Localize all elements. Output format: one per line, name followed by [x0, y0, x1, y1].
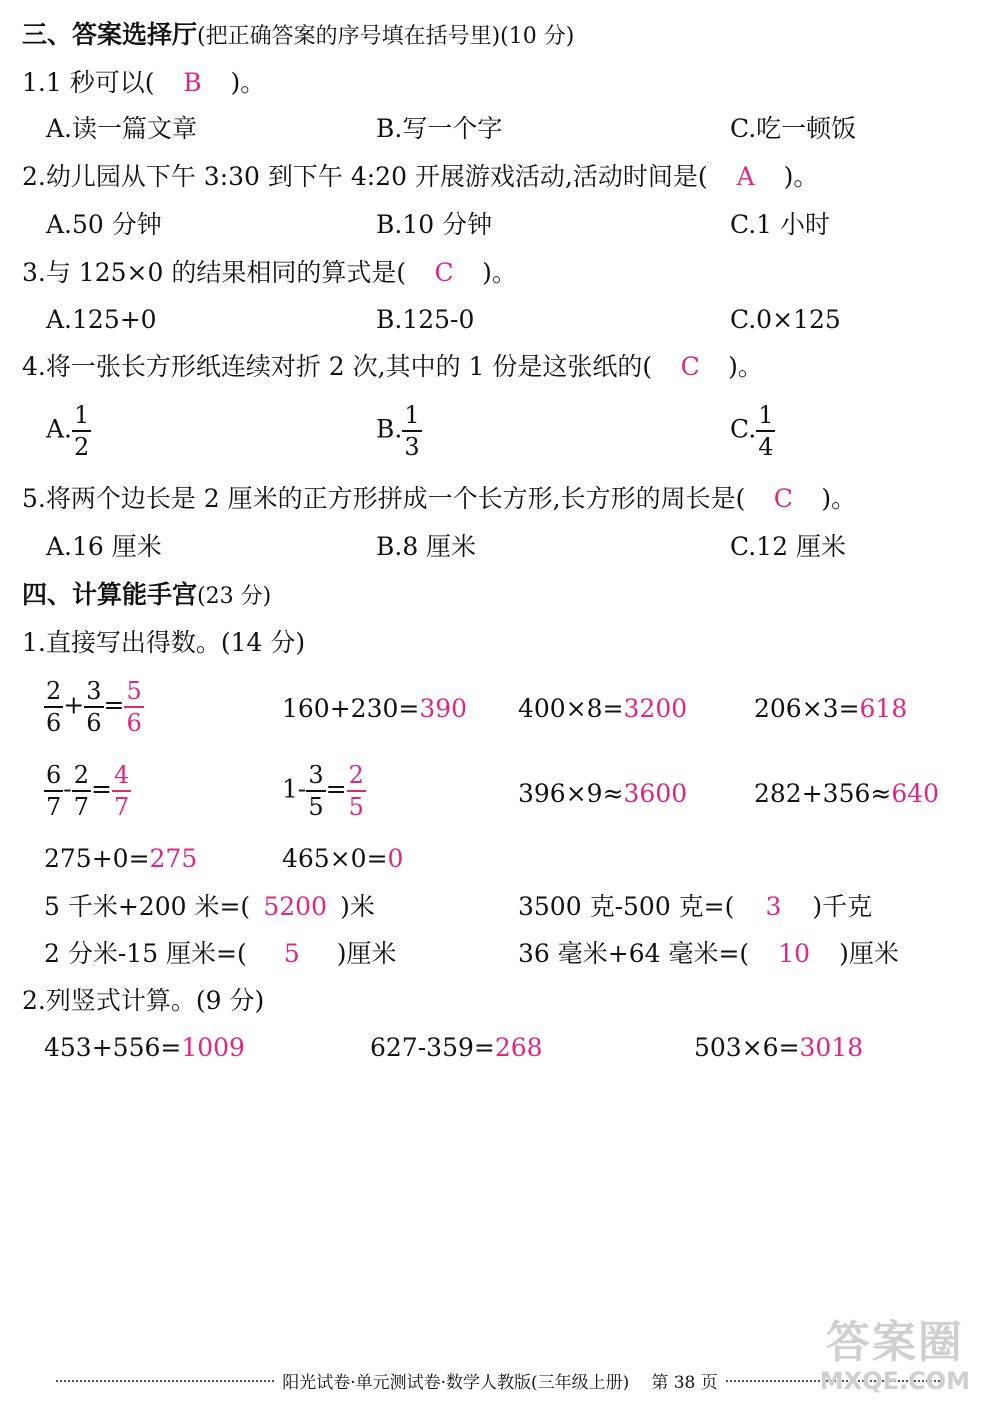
unit-conversion-2: 3500 克-500 克=( 3 )千克 — [518, 890, 872, 924]
page-number: 第 38 页 — [651, 1373, 718, 1393]
question-3-end: )。 — [482, 258, 517, 287]
question-5-end: )。 — [821, 484, 857, 513]
calc-e3: 206×3=618 — [754, 694, 908, 723]
question-5 — [22, 482, 856, 516]
vertical-calc-3: 503×6=3018 — [694, 1033, 864, 1062]
calc-fraction-1: $\frac{2}{6}$ + $\frac{3}{6}$ = $\frac{5}{6}$ — [46, 677, 142, 737]
calc-e3-answer: 618 — [859, 694, 908, 723]
calc-fraction-1-answer: $\frac{5}{6}$ — [126, 677, 142, 737]
section3-note: (把正确答案的序号填在括号里)(10 分) — [197, 24, 575, 49]
question-2 — [22, 160, 818, 194]
section4-note: (23 分) — [197, 584, 272, 609]
page-footer — [48, 1368, 952, 1393]
question-5-answer: C — [773, 484, 793, 513]
question-2-end: )。 — [783, 162, 819, 191]
question-3-answer: C — [434, 258, 454, 287]
calc-fraction-2-answer: $\frac{4}{7}$ — [113, 761, 130, 821]
watermark-title: 答案圈 — [825, 1317, 964, 1368]
question-3-text: 3.与 125×0 的结果相同的算式是( — [22, 258, 407, 287]
calc-e4: 396×9≈3600 — [518, 779, 688, 808]
calc-fraction-3-answer: $\frac{2}{5}$ — [348, 761, 364, 821]
calc-e4-answer: 3600 — [623, 779, 688, 808]
q4-option-a-fraction: $\frac{1}{2}$ — [74, 401, 90, 461]
q4-option-c-label: C. — [730, 414, 757, 444]
calc-e6-answer: 275 — [149, 844, 198, 873]
question-1 — [22, 66, 265, 100]
calc-e1-answer: 390 — [419, 694, 468, 723]
calc-fraction-2: $\frac{6}{7}$ - $\frac{2}{7}$ = $\frac{4}{7}$ — [46, 761, 130, 821]
calc-e7: 465×0=0 — [282, 844, 404, 873]
watermark-url: MXQE.COM — [819, 1367, 970, 1395]
section4-title: 四、计算能手宫 — [22, 580, 198, 609]
q5-option-b: B.8 厘米 — [376, 532, 477, 561]
calc-e5: 282+356≈640 — [754, 779, 940, 808]
part1-title: 1.直接写出得数。(14 分) — [22, 628, 306, 657]
question-4-answer: C — [680, 352, 700, 381]
unit-conversion-3-answer: 5 — [283, 939, 300, 968]
watermark-logo — [820, 1318, 970, 1394]
question-2-text: 2.幼儿园从下午 3:30 到下午 4:20 开展游戏活动,活动时间是( — [22, 162, 708, 191]
calc-e6: 275+0=275 — [44, 844, 198, 873]
unit-conversion-4: 36 毫米+64 毫米=( 10 )厘米 — [518, 937, 899, 971]
q4-option-b-fraction: $\frac{1}{3}$ — [404, 401, 420, 461]
unit-conversion-4-answer: 10 — [778, 939, 811, 968]
vertical-calc-2: 627-359=268 — [370, 1033, 543, 1062]
section4-header — [22, 578, 271, 614]
calc-fraction-3: 1- $\frac{3}{5}$ = $\frac{2}{5}$ — [282, 761, 364, 821]
calc-e1: 160+230=390 — [282, 694, 468, 723]
unit-conversion-2-answer: 3 — [765, 892, 782, 921]
q4-option-b-label: B. — [376, 414, 403, 444]
vertical-calc-3-answer: 3018 — [799, 1033, 864, 1062]
unit-conversion-1: 5 千米+200 米=( 5200 )米 — [44, 890, 375, 924]
unit-conversion-1-answer: 5200 — [263, 892, 327, 921]
section3-header — [22, 18, 574, 54]
question-4-end: )。 — [728, 352, 763, 381]
q1-option-b: B.写一个字 — [376, 114, 503, 143]
q2-option-a: A.50 分钟 — [46, 210, 162, 239]
question-1-text: 1.1 秒可以( — [22, 68, 155, 97]
vertical-calc-1: 453+556=1009 — [44, 1033, 245, 1062]
footer-text: 阳光试卷·单元测试卷·数学人教版(三年级上册) — [282, 1373, 630, 1393]
calc-e7-answer: 0 — [387, 844, 404, 873]
calc-e2: 400×8=3200 — [518, 694, 688, 723]
q4-option-b — [376, 400, 422, 462]
q1-option-c: C.吃一顿饭 — [730, 114, 857, 143]
q3-option-a: A.125+0 — [46, 305, 157, 334]
question-2-answer: A — [736, 162, 755, 191]
question-3 — [22, 256, 517, 290]
vertical-calc-1-answer: 1009 — [181, 1033, 245, 1062]
question-5-text: 5.将两个边长是 2 厘米的正方形拼成一个长方形,长方形的周长是( — [22, 484, 746, 513]
q1-option-a: A.读一篇文章 — [46, 114, 198, 143]
section3-title: 三、答案选择厅 — [22, 20, 198, 49]
calc-e2-answer: 3200 — [623, 694, 688, 723]
question-4-text: 4.将一张长方形纸连续对折 2 次,其中的 1 份是这张纸的( — [22, 352, 653, 381]
vertical-calc-2-answer: 268 — [494, 1033, 543, 1062]
q2-option-b: B.10 分钟 — [376, 210, 493, 239]
q4-option-a-label: A. — [46, 414, 73, 444]
question-1-answer: B — [183, 68, 202, 97]
q4-option-c — [730, 400, 775, 462]
question-4 — [22, 350, 763, 384]
q5-option-a: A.16 厘米 — [46, 532, 162, 561]
q2-option-c: C.1 小时 — [730, 210, 831, 239]
footer-divider-left — [56, 1380, 274, 1382]
part2-title: 2.列竖式计算。(9 分) — [22, 986, 265, 1015]
unit-conversion-3: 2 分米-15 厘米=( 5 )厘米 — [44, 937, 397, 971]
calc-e5-answer: 640 — [891, 779, 940, 808]
q5-option-c: C.12 厘米 — [730, 532, 846, 561]
q3-option-c: C.0×125 — [730, 305, 841, 334]
q4-option-c-fraction: $\frac{1}{4}$ — [758, 401, 774, 461]
q4-option-a — [46, 400, 91, 462]
q3-option-b: B.125-0 — [376, 305, 475, 334]
question-1-end: )。 — [230, 68, 266, 97]
